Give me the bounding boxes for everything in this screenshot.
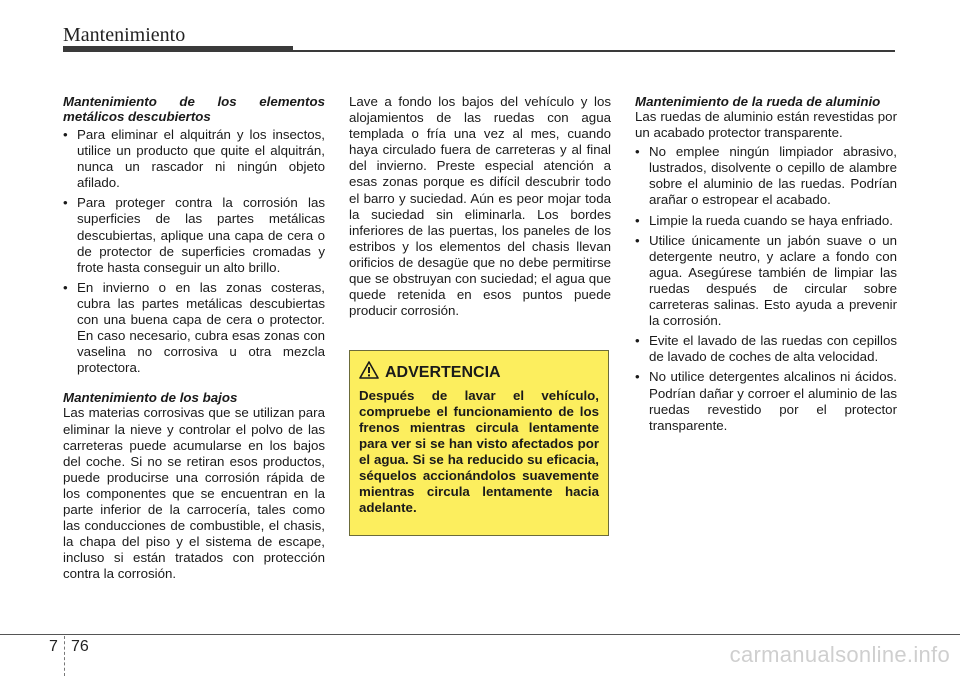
- page-header-title: Mantenimiento: [63, 24, 186, 46]
- warning-triangle-icon: [359, 361, 379, 384]
- section-heading-aluminium: Mantenimiento de la rueda de aluminio: [635, 94, 881, 109]
- page-number: 76: [71, 638, 89, 655]
- chapter-number: 7: [49, 638, 58, 655]
- paragraph-wash-underbody: Lave a fondo los bajos del vehículo y los alojamientos de las ruedas con agua templada o fría una vez al mes, cuando haya circulado fuera de carreteras y al final del invierno. Preste especial atención a esas zonas porque es difícil descubrir todo el barro y suciedad. Aún es peor mojar toda la suciedad sin eliminarla. Los bordes inferiores de las puertas, los paneles de los estribos y los elementos del chasis llevan orificios de desagüe que no debe permitirse que se obstruyan con suciedad; el agua que quede retenida en esos puntos puede producir corrosión.: [349, 94, 611, 319]
- list-item: • Utilice únicamente un jabón suave o un detergente neutro, y aclare a fondo con agua. Asegúrese también de limpiar las ruedas después de circular sobre carreteras salinas. Esto ayuda a prevenir la corrosión.: [635, 233, 897, 330]
- section-heading-metal: Mantenimiento de los elementos metálicos descubiertos: [63, 94, 325, 124]
- list-item: • Evite el lavado de las ruedas con cepillos de lavado de coches de alta velocidad.: [635, 333, 897, 365]
- paragraph-aluminium-intro: Las ruedas de aluminio están revestidas por un acabado protector transparente.: [635, 109, 897, 141]
- header-rule-thick: [63, 46, 293, 52]
- footer-rule: [0, 634, 960, 635]
- footer-divider: [64, 636, 65, 676]
- list-item: • No emplee ningún limpiador abrasivo, lustrados, disolvente o cepillo de alambre sobre el aluminio de las ruedas. Podrían arañar o estropear el acabado.: [635, 144, 897, 208]
- column-right: [635, 94, 897, 438]
- list-item: • Limpie la rueda cuando se haya enfriado.: [635, 213, 897, 229]
- warning-title: ADVERTENCIA: [385, 363, 501, 381]
- paragraph-underbody: Las materias corrosivas que se utilizan para eliminar la nieve y controlar el polvo de las carreteras puede acumularse en los bajos del coche. Si no se retiran esos productos, puede producirse una corrosión rápida de los componentes que se encuentran en la parte inferior de la carrocería, tales como las conducciones de combustible, el chasis, la chapa del piso y el sistema de escape, incluso si están tratados con protección contra la corrosión.: [63, 405, 325, 582]
- list-item: • Para eliminar el alquitrán y los insectos, utilice un producto que quite el alquitrán, nunca un rascador ni ningún objeto afilado.: [63, 127, 325, 191]
- section-heading-underbody: Mantenimiento de los bajos: [63, 390, 238, 406]
- warning-text: Después de lavar el vehículo, compruebe el funcionamiento de los frenos mientras circula lentamente para ver si se han visto afectados por el agua. Si se ha reducido su eficacia, séquelos accionándolos suavemente mientras circula lentamente hacia adelante.: [359, 388, 599, 515]
- column-middle: [349, 94, 611, 319]
- bullet-list-metal: [63, 127, 325, 376]
- list-item: • No utilice detergentes alcalinos ni ácidos. Podrían dañar y corroer el aluminio de las ruedas revestido por el protector transparente.: [635, 369, 897, 433]
- warning-box: [349, 350, 609, 536]
- list-item: • En invierno o en las zonas costeras, cubra las partes metálicas descubiertas con una buena capa de cera o protector. En caso necesario, cubra esas zonas con vaselina no corrosiva u otra mezcla protectora.: [63, 280, 325, 377]
- column-left: [63, 94, 325, 582]
- bullet-list-aluminium: [635, 144, 897, 434]
- warning-header: [359, 361, 599, 384]
- watermark-text: carmanualsonline.info: [729, 642, 950, 667]
- list-item: • Para proteger contra la corrosión las superficies de las partes metálicas descubiertas, aplique una capa de cera o de protector de superficies cromadas y frote hasta conseguir un alto brillo.: [63, 195, 325, 275]
- header-rule-thin: [293, 50, 895, 52]
